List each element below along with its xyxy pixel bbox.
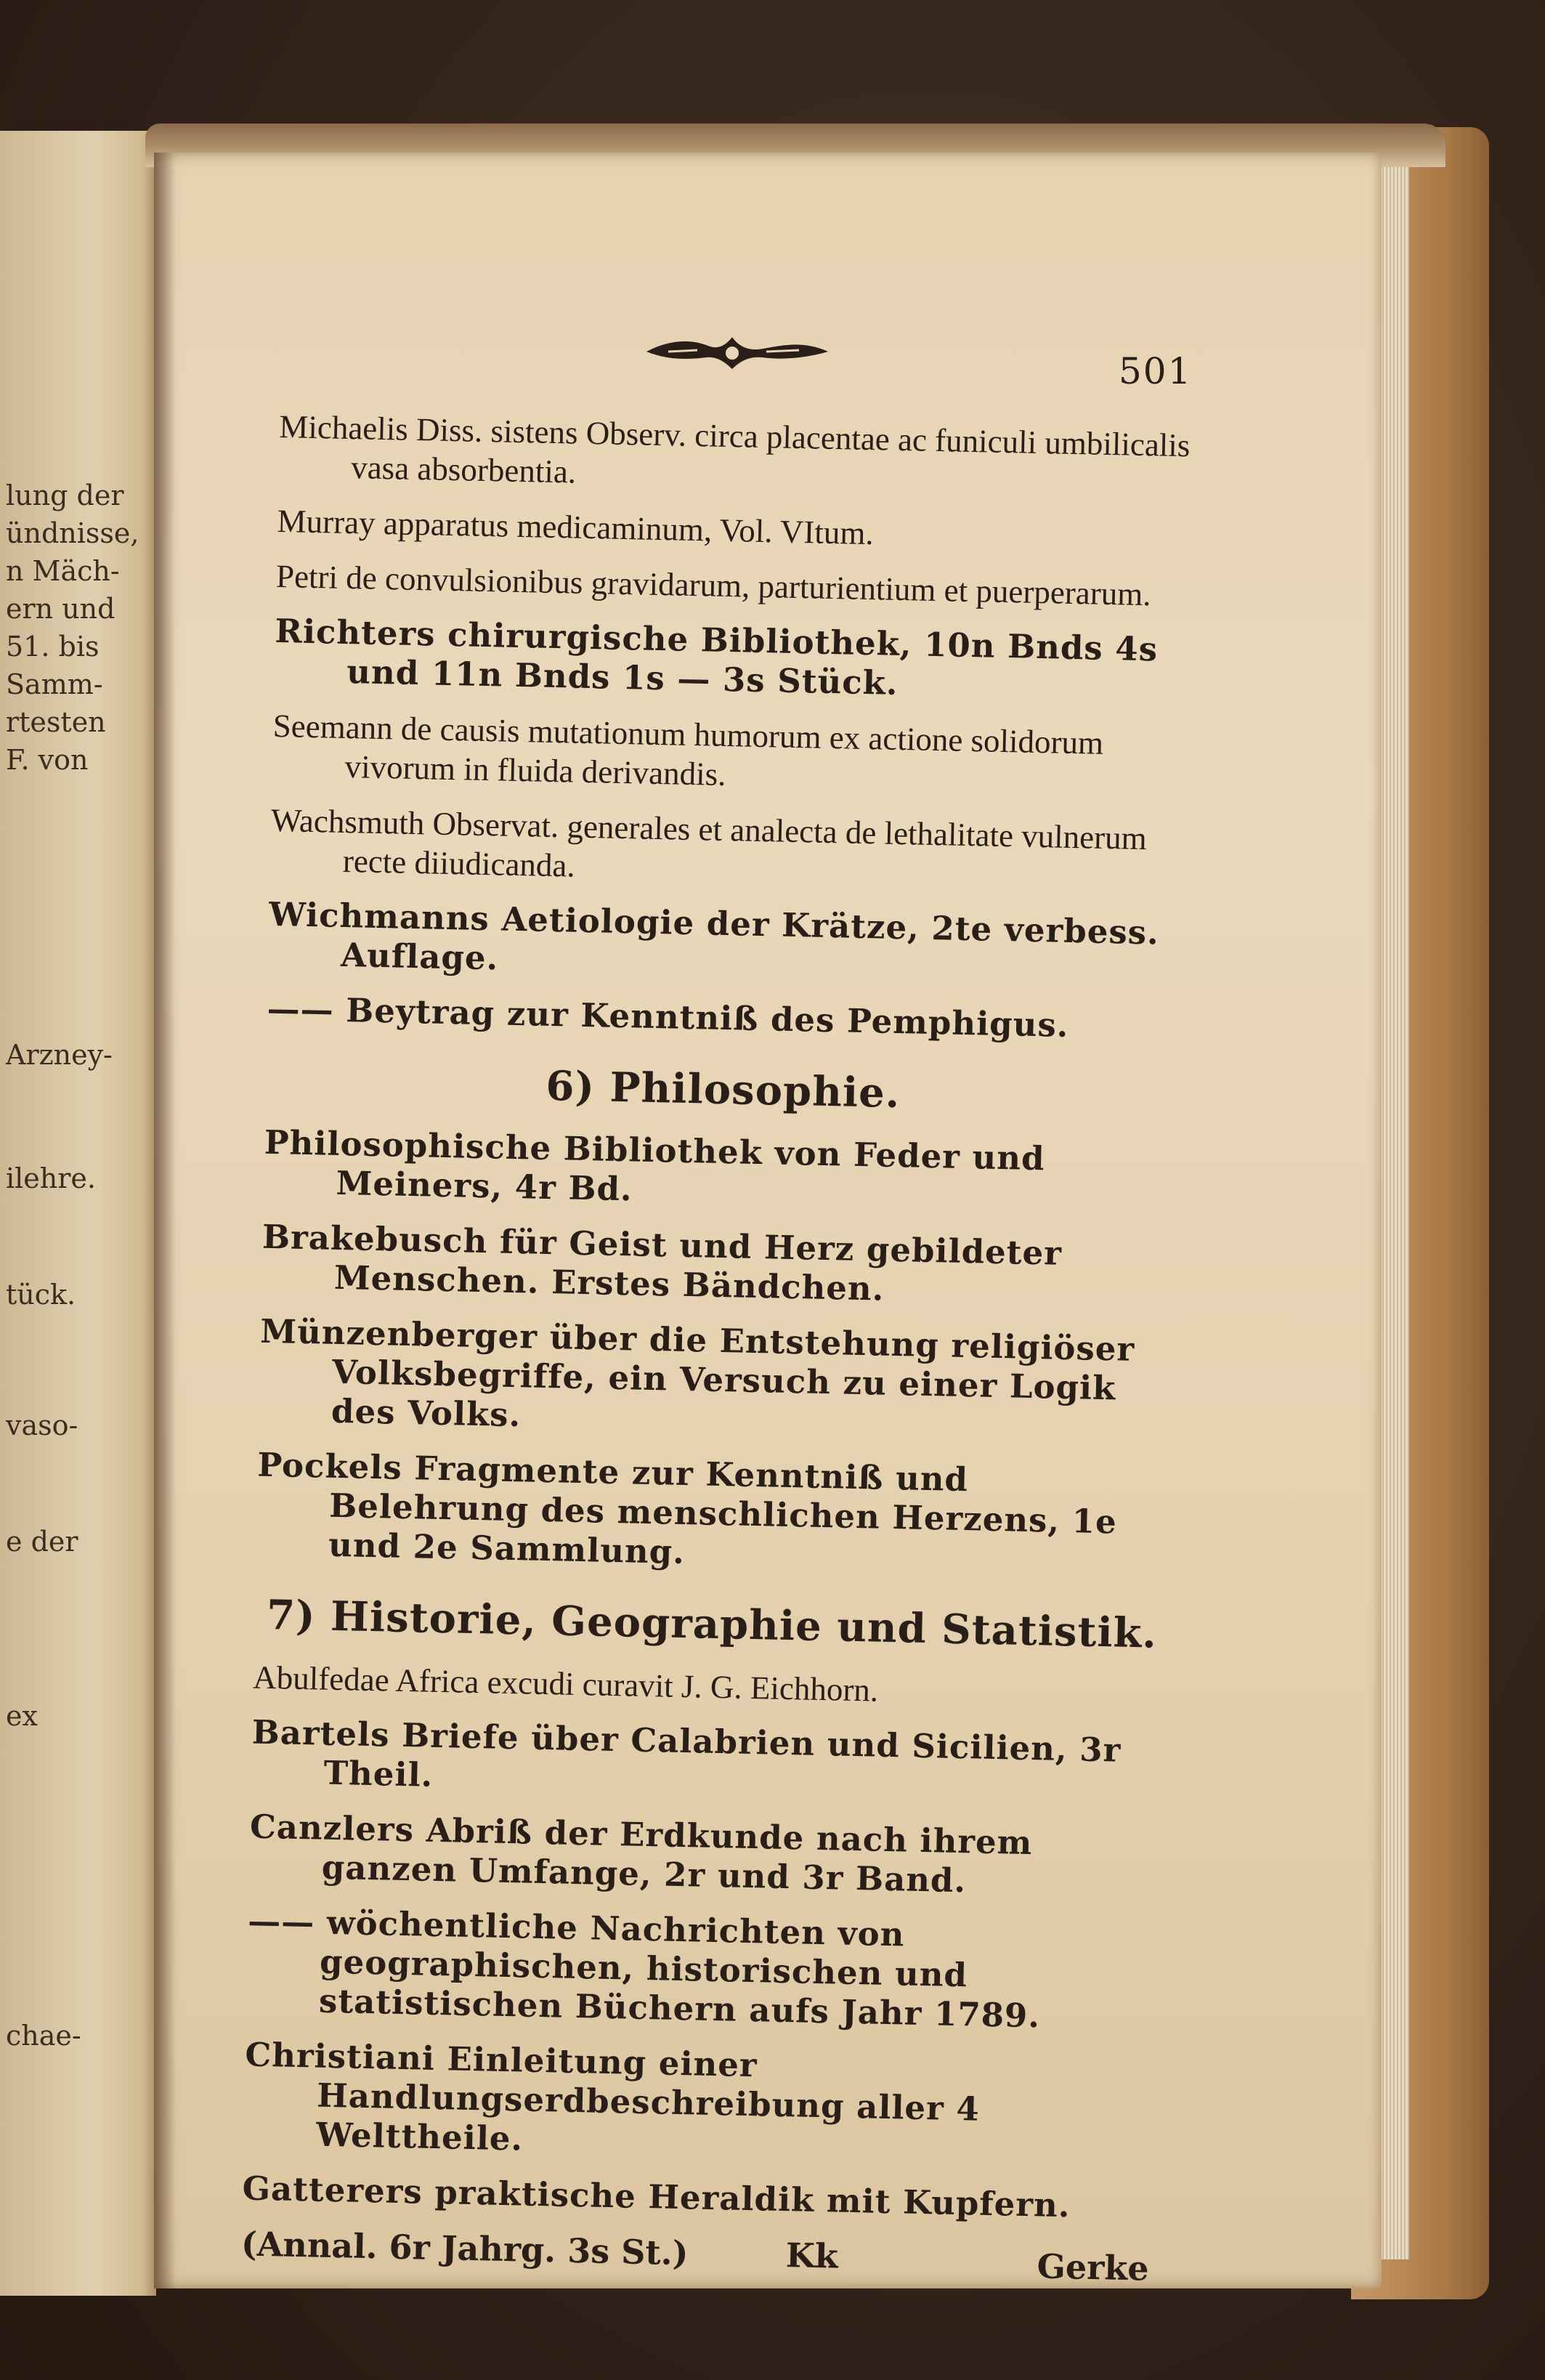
- list-item: —— wöchentliche Nachrichten von geographischen, historischen und statistischen Büchern aufs Jahr 1789.: [247, 1901, 1041, 2036]
- list-item: Brakebusch für Geist und Herz gebildeter Menschen. Erstes Bändchen.: [261, 1217, 1063, 1308]
- gutter-shadow: [154, 153, 176, 2288]
- left-fragment: rtesten: [6, 706, 106, 738]
- catchword: Gerke: [1037, 2246, 1150, 2288]
- left-fragment: vaso-: [6, 1409, 78, 1441]
- left-fragment: chae-: [6, 2020, 81, 2052]
- list-item: Münzenberger über die Entstehung religiöser Volksbegriffe, ein Versuch zu einer Logik des Volks.: [259, 1311, 1135, 1435]
- list-item: Michaelis Diss. sistens Observ. circa placentae ac funiculi umbilicalis vasa absorbentia.: [278, 408, 1191, 490]
- section-heading-philosophy: 6) Philosophie.: [545, 1061, 901, 1118]
- list-item: Canzlers Abriß der Erdkunde nach ihrem ganzen Umfange, 2r und 3r Band.: [249, 1807, 1033, 1901]
- left-page-edge: [0, 131, 156, 2296]
- section-heading-history: 7) Historie, Geographie und Statistik.: [266, 1590, 1158, 1658]
- left-fragment: e der: [6, 1526, 78, 1558]
- page-number: 501: [1119, 350, 1193, 392]
- page-content: [240, 407, 1195, 2294]
- left-fragment: n Mäch-: [6, 555, 120, 587]
- left-fragment: Arzney-: [6, 1039, 113, 1071]
- left-fragment: tück.: [6, 1279, 76, 1311]
- list-item: Wichmanns Aetiologie der Krätze, 2te verbess. Auflage.: [268, 894, 1160, 978]
- list-item: Murray apparatus medicaminum, Vol. VItum.: [277, 502, 875, 552]
- list-item: Richters chirurgische Bibliothek, 10n Bnds 4s und 11n Bnds 1s — 3s Stück.: [274, 611, 1159, 703]
- left-fragment: lung der: [6, 479, 124, 511]
- footer-reference: (Annal. 6r Jahrg. 3s St.): [240, 2224, 689, 2273]
- left-fragment: 51. bis: [6, 631, 100, 663]
- left-fragment: F. von: [6, 744, 89, 776]
- list-item: Philosophische Bibliothek von Feder und Meiners, 4r Bd.: [264, 1122, 1046, 1209]
- left-fragment: ern und: [6, 593, 115, 625]
- left-fragment: ündnisse,: [6, 517, 139, 549]
- list-item: Wachsmuth Observat. generales et analecta de lethalitate vulnerum recte diiudicanda.: [270, 801, 1148, 884]
- signature-mark: Kk: [785, 2235, 839, 2276]
- list-item: Pockels Fragmente zur Kenntniß und Belehrung des menschlichen Herzens, 1e und 2e Sammlung.: [256, 1445, 1118, 1572]
- left-fragment: Samm-: [6, 668, 103, 700]
- list-item: Gatterers praktische Heraldik mit Kupfern.: [242, 2169, 1071, 2225]
- list-item: Christiani Einleitung einer Handlungserdbeschreibung aller 4 Welttheile.: [244, 2035, 981, 2158]
- list-item: Seemann de causis mutationum humorum ex actione solidorum vivorum in fluida derivandis.: [272, 707, 1104, 793]
- list-item: Abulfedae Africa excudi curavit J. G. Eichhorn.: [252, 1659, 879, 1709]
- ornament-icon: [639, 324, 835, 375]
- left-fragment: ilehre.: [6, 1162, 97, 1194]
- list-item: Petri de convulsionibus gravidarum, parturientium et puerperarum.: [275, 557, 1152, 613]
- list-item: Bartels Briefe über Calabrien und Sicilien, 3r Theil.: [251, 1712, 1122, 1794]
- list-item: —— Beytrag zur Kenntniß des Pemphigus.: [267, 989, 1069, 1045]
- left-fragment: ex: [6, 1700, 38, 1732]
